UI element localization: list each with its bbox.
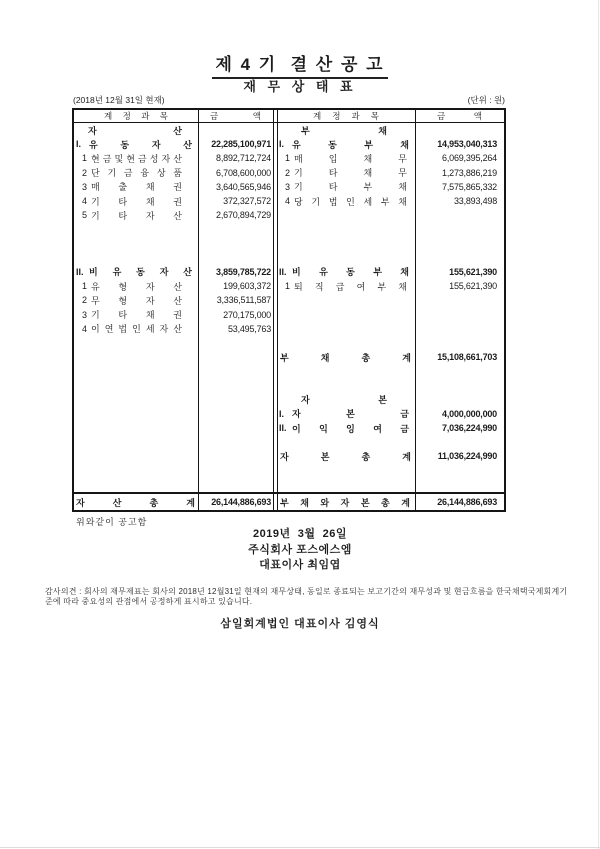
section-total-row <box>74 137 273 151</box>
row-prefix: 1 <box>285 153 291 164</box>
section-heading-row <box>277 123 504 137</box>
blank-row <box>277 222 504 236</box>
section-total-row <box>277 407 504 421</box>
blank-row <box>277 237 504 251</box>
blank-row <box>74 478 273 492</box>
amount-value: 199,603,372 <box>223 281 271 292</box>
liabilities-equity-column <box>277 123 504 492</box>
row-prefix: 4 <box>285 196 291 207</box>
blank-row <box>277 435 504 449</box>
account-name <box>74 265 198 278</box>
account-item-row <box>74 293 273 307</box>
distributed-label: 자 본 금 <box>292 409 409 420</box>
account-item-row <box>277 166 504 180</box>
account-name <box>277 265 415 278</box>
amount-value: 6,708,600,000 <box>216 167 271 178</box>
amount-value: 1,273,886,219 <box>442 167 497 178</box>
account-name <box>74 308 198 321</box>
blank-row <box>277 364 504 378</box>
distributed-label: 기 타 부 채 <box>294 182 407 193</box>
assets-total-label <box>74 496 198 509</box>
amount-value: 155,621,390 <box>449 266 497 277</box>
account-name <box>277 351 415 364</box>
center-double-line-right <box>277 110 278 510</box>
distributed-label: 계 정 과 목 <box>313 111 379 121</box>
company-name: 주식회사 포스에스엠 <box>248 543 352 556</box>
amount-value: 7,575,865,332 <box>442 181 497 192</box>
amount-column-header-left <box>198 110 273 122</box>
account-name <box>74 152 198 165</box>
page-subtitle: 재 무 상 태 표 <box>243 79 357 94</box>
meta-row <box>73 94 505 106</box>
row-prefix: 4 <box>82 323 88 334</box>
row-prefix: I. <box>279 408 285 419</box>
account-name <box>277 166 415 179</box>
distributed-label: 매 출 채 권 <box>91 182 182 193</box>
distributed-label: 당 기 법 인 세 부 채 <box>294 196 407 207</box>
blank-row <box>74 336 273 350</box>
notice-text: 위와같이 공고함 <box>76 517 148 527</box>
amount-value: 15,108,661,703 <box>437 352 497 363</box>
table-header-row <box>74 110 504 123</box>
account-name <box>277 124 415 137</box>
row-prefix: I. <box>279 139 285 150</box>
blank-row <box>74 237 273 251</box>
account-name <box>277 407 415 420</box>
scan-edge <box>598 0 599 849</box>
account-name <box>74 294 198 307</box>
section-total-row <box>277 265 504 279</box>
distributed-label: 현 금 및 현 금 성 자 산 <box>91 153 182 164</box>
distributed-label: 단 기 금 융 상 품 <box>91 168 182 179</box>
row-prefix: 3 <box>285 181 291 192</box>
row-prefix: 1 <box>82 281 88 292</box>
assets-total-amount: 26,144,886,693 <box>211 497 271 507</box>
distributed-label: 부 채 <box>301 125 387 136</box>
center-double-line-left <box>273 110 274 510</box>
distributed-label: 자 산 <box>88 125 182 136</box>
account-name <box>74 280 198 293</box>
account-item-row <box>277 279 504 293</box>
liabilities-equity-total-amount: 26,144,886,693 <box>437 497 497 507</box>
blank-row <box>277 336 504 350</box>
section-heading-row <box>277 393 504 407</box>
blank-row <box>74 393 273 407</box>
amount-value: 2,670,894,729 <box>216 210 271 221</box>
amount-value: 372,327,572 <box>223 196 271 207</box>
auditor-name: 삼일회계법인 대표이사 김영식 <box>220 618 380 630</box>
account-name <box>277 280 415 293</box>
account-item-row <box>74 307 273 321</box>
row-prefix: 1 <box>82 153 88 164</box>
unit-label: (단위 : 원) <box>467 95 505 105</box>
section-total-row <box>74 265 273 279</box>
account-name <box>74 138 198 151</box>
distributed-label: 자 산 총 계 <box>76 497 195 508</box>
table-body <box>74 123 504 492</box>
balance-sheet-table <box>72 108 506 512</box>
row-prefix: 4 <box>82 196 88 207</box>
blank-row <box>74 222 273 236</box>
signature-block <box>0 527 600 574</box>
account-name <box>277 195 415 208</box>
section-total-row <box>277 421 504 435</box>
account-name <box>74 166 198 179</box>
account-item-row <box>277 151 504 165</box>
distributed-label: 유 동 부 채 <box>292 139 409 150</box>
row-prefix: I. <box>76 139 82 150</box>
blank-row <box>74 449 273 463</box>
announcement-date: 2019년 3월 26일 <box>253 528 347 540</box>
row-prefix: 2 <box>285 167 291 178</box>
grand-total-row <box>74 492 504 510</box>
amount-value: 3,640,565,946 <box>216 181 271 192</box>
distributed-label: 부 채 총 계 <box>280 352 411 363</box>
row-prefix: II. <box>279 266 287 277</box>
blank-row <box>74 421 273 435</box>
amount-value: 155,621,390 <box>449 281 497 292</box>
distributed-label: 자 본 총 계 <box>280 451 411 462</box>
row-prefix: 5 <box>82 210 88 221</box>
account-name <box>74 124 198 137</box>
account-item-row <box>74 322 273 336</box>
row-prefix: 1 <box>285 281 291 292</box>
distributed-label: 기 타 채 무 <box>294 168 407 179</box>
distributed-label: 유 동 자 산 <box>89 139 192 150</box>
distributed-label: 이 익 잉 여 금 <box>292 423 409 434</box>
account-item-row <box>74 208 273 222</box>
blank-row <box>277 464 504 478</box>
blank-row <box>74 350 273 364</box>
amount-value: 8,892,712,724 <box>216 153 271 164</box>
blank-row <box>277 378 504 392</box>
column-divider <box>415 110 416 510</box>
blank-row <box>277 478 504 492</box>
amount-value: 270,175,000 <box>223 309 271 320</box>
distributed-label: 비 유 동 부 채 <box>292 267 409 278</box>
row-prefix: II. <box>279 423 287 434</box>
account-name <box>277 450 415 463</box>
ceo-name: 대표이사 최임엽 <box>259 559 341 571</box>
as-of-date: (2018년 12월 31일 현재) <box>73 95 165 105</box>
blank-row <box>74 364 273 378</box>
distributed-label: 계 정 과 목 <box>104 111 168 121</box>
account-item-row <box>277 180 504 194</box>
account-name <box>74 195 198 208</box>
account-item-row <box>74 180 273 194</box>
blank-row <box>277 293 504 307</box>
distributed-label: 금 액 <box>437 111 482 121</box>
amount-value: 14,953,040,313 <box>437 139 497 150</box>
blank-row <box>74 251 273 265</box>
amount-value: 22,285,100,971 <box>211 139 271 150</box>
account-column-header-left <box>74 110 198 122</box>
page-title: 제 4 기 결 산 공 고 <box>212 50 387 79</box>
blank-row <box>74 464 273 478</box>
row-prefix: 2 <box>82 167 88 178</box>
blank-row <box>277 307 504 321</box>
row-prefix: 2 <box>82 295 88 306</box>
distributed-label: 기 타 자 산 <box>91 210 182 221</box>
blank-row <box>277 322 504 336</box>
account-item-row <box>74 166 273 180</box>
account-name <box>277 152 415 165</box>
row-prefix: 3 <box>82 309 88 320</box>
account-item-row <box>74 151 273 165</box>
distributed-label: 퇴 직 급 여 부 채 <box>294 281 407 292</box>
distributed-label: 매 입 채 무 <box>294 153 407 164</box>
distributed-label: 금 액 <box>210 111 261 121</box>
blank-row <box>74 407 273 421</box>
distributed-label: 부 채 와 자 본 총 계 <box>280 497 410 508</box>
distributed-label: 이 연 법 인 세 자 산 <box>91 324 182 335</box>
scan-edge <box>0 847 600 848</box>
audit-opinion: 감사의견 : 회사의 재무제표는 회사의 2018년 12월31일 현재의 재무상태, 동일로 종료되는 보고기간의 재무성과 및 현금흐름을 한국채택국제회계기준에 따라 중요성의 관점에서 공정하게 표시하고 있습니다. <box>45 587 568 606</box>
blank-row <box>277 208 504 222</box>
blank-row <box>74 378 273 392</box>
amount-value: 3,336,511,587 <box>216 295 271 306</box>
blank-row <box>74 435 273 449</box>
section-total-row <box>277 137 504 151</box>
row-prefix: II. <box>76 266 84 277</box>
amount-value: 33,893,498 <box>453 196 497 207</box>
account-name <box>277 180 415 193</box>
account-item-row <box>74 194 273 208</box>
account-name <box>74 180 198 193</box>
amount-value: 11,036,224,990 <box>437 451 497 462</box>
distributed-label: 기 타 채 권 <box>91 196 182 207</box>
distributed-label: 무 형 자 산 <box>91 295 182 306</box>
distributed-label: 기 타 채 권 <box>91 310 182 321</box>
page-title-row <box>0 50 600 79</box>
account-name <box>277 138 415 151</box>
amount-value: 3,859,785,722 <box>216 266 271 277</box>
amount-value: 4,000,000,000 <box>442 408 497 419</box>
subtotal-row <box>277 449 504 463</box>
section-heading-row <box>74 123 273 137</box>
distributed-label: 유 형 자 산 <box>91 281 182 292</box>
account-name <box>277 422 415 435</box>
row-prefix: 3 <box>82 181 88 192</box>
distributed-label: 자 본 <box>301 395 387 406</box>
account-item-row <box>74 279 273 293</box>
account-name <box>74 209 198 222</box>
account-name <box>74 322 198 335</box>
amount-column-header-right <box>415 110 504 122</box>
assets-column <box>74 123 273 492</box>
account-item-row <box>277 194 504 208</box>
account-name <box>277 393 415 406</box>
amount-value: 6,069,395,264 <box>442 153 497 164</box>
liabilities-equity-total-label <box>277 496 415 509</box>
distributed-label: 비 유 동 자 산 <box>89 267 192 278</box>
page-subtitle-row <box>0 76 600 96</box>
amount-value: 53,495,763 <box>227 323 271 334</box>
blank-row <box>277 251 504 265</box>
subtotal-row <box>277 350 504 364</box>
account-column-header-right <box>277 110 415 122</box>
column-divider <box>198 110 199 510</box>
amount-value: 7,036,224,990 <box>442 423 497 434</box>
